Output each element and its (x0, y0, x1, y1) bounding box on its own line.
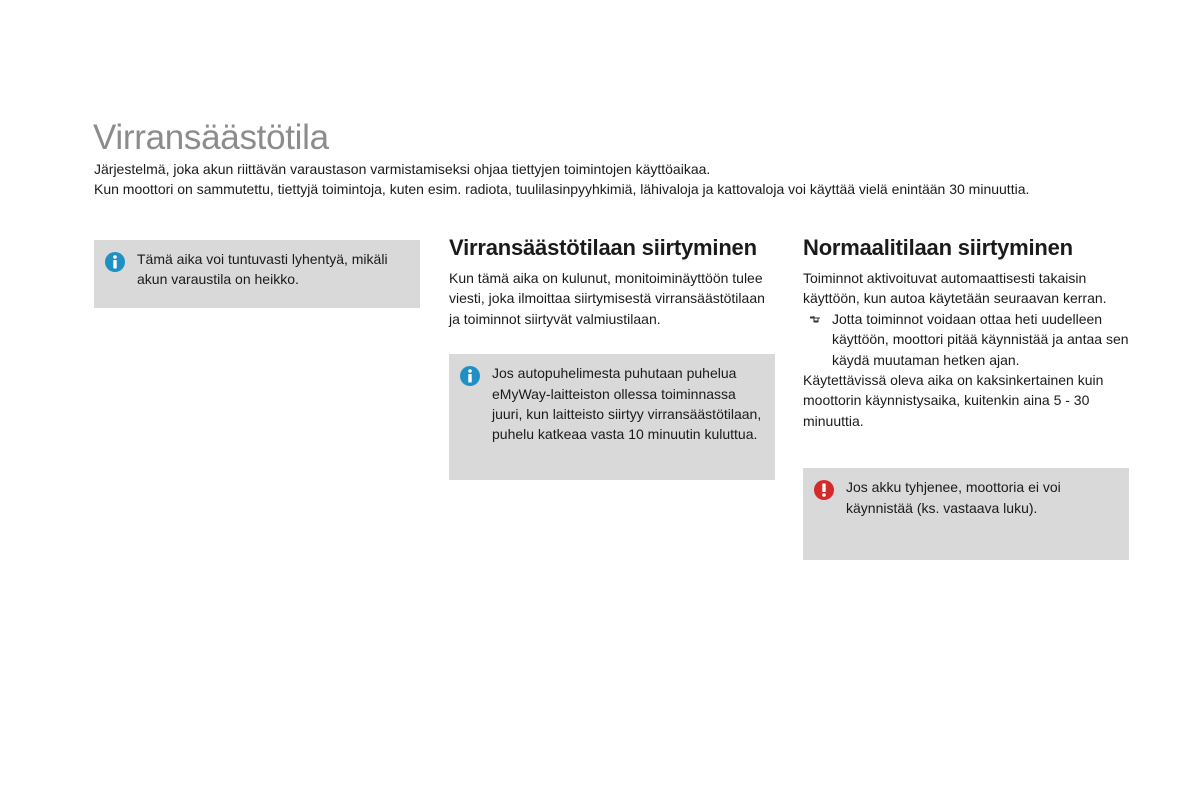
column-middle (449, 233, 775, 480)
info-note-text: Tämä aika voi tuntuvasti lyhentyä, mikäli akun varaustila on heikko. (137, 251, 388, 288)
page-title: Virransäästötila (93, 118, 329, 157)
column-left (94, 233, 420, 308)
warning-icon (814, 480, 834, 500)
pointing-hand-icon (809, 313, 821, 325)
warning-note-text: Jos akku tyhjenee, moottoria ei voi käynnistää (ks. vastaava luku). (846, 479, 1061, 516)
info-icon (460, 366, 480, 386)
section-body-available-time: Käytettävissä oleva aika on kaksinkertainen kuin moottorin käynnistysaika, kuitenkin aina 5 - 30 minuuttia. (803, 372, 1104, 429)
section-heading-power-saving: Virransäästötilaan siirtyminen (449, 235, 757, 260)
bullet-text: Jotta toiminnot voidaan ottaa heti uudelleen käyttöön, moottori pitää käynnistää ja antaa sen käydä muutaman hetken ajan. (832, 310, 1129, 368)
section-heading-normal-mode: Normaalitilaan siirtyminen (803, 235, 1073, 260)
bullet-item (803, 309, 1129, 370)
info-note-battery (94, 240, 420, 308)
info-note-text: Jos autopuhelimesta puhutaan puhelua eMyWay-laitteiston ollessa toiminnassa juuri, kun laitteisto siirtyy virransäästötilaan, puhelu katkeaa vasta 10 minuutin kuluttua. (492, 365, 762, 443)
column-right (803, 233, 1129, 560)
section-body-normal-mode: Toiminnot aktivoituvat automaattisesti takaisin käyttöön, kun autoa käytetään seuraavan kerran. (803, 270, 1107, 307)
intro-line-2: Kun moottori on sammutettu, tiettyjä toimintoja, kuten esim. radiota, tuulilasinpyyhkimiä, lähivaloja ja kattovaloja voi käyttää vielä enintään 30 minuuttia. (94, 181, 1030, 197)
section-body-power-saving: Kun tämä aika on kulunut, monitoiminäyttöön tulee viesti, joka ilmoittaa siirtymisestä virransäästötilaan ja toiminnot siirtyvät valmiustilaan. (449, 270, 765, 327)
warning-note-battery (803, 468, 1129, 560)
info-icon (105, 252, 125, 272)
intro-text (94, 159, 1184, 199)
info-note-phone (449, 354, 775, 480)
intro-line-1: Järjestelmä, joka akun riittävän varaustason varmistamiseksi ohjaa tiettyjen toimintojen käyttöaikaa. (94, 161, 711, 177)
